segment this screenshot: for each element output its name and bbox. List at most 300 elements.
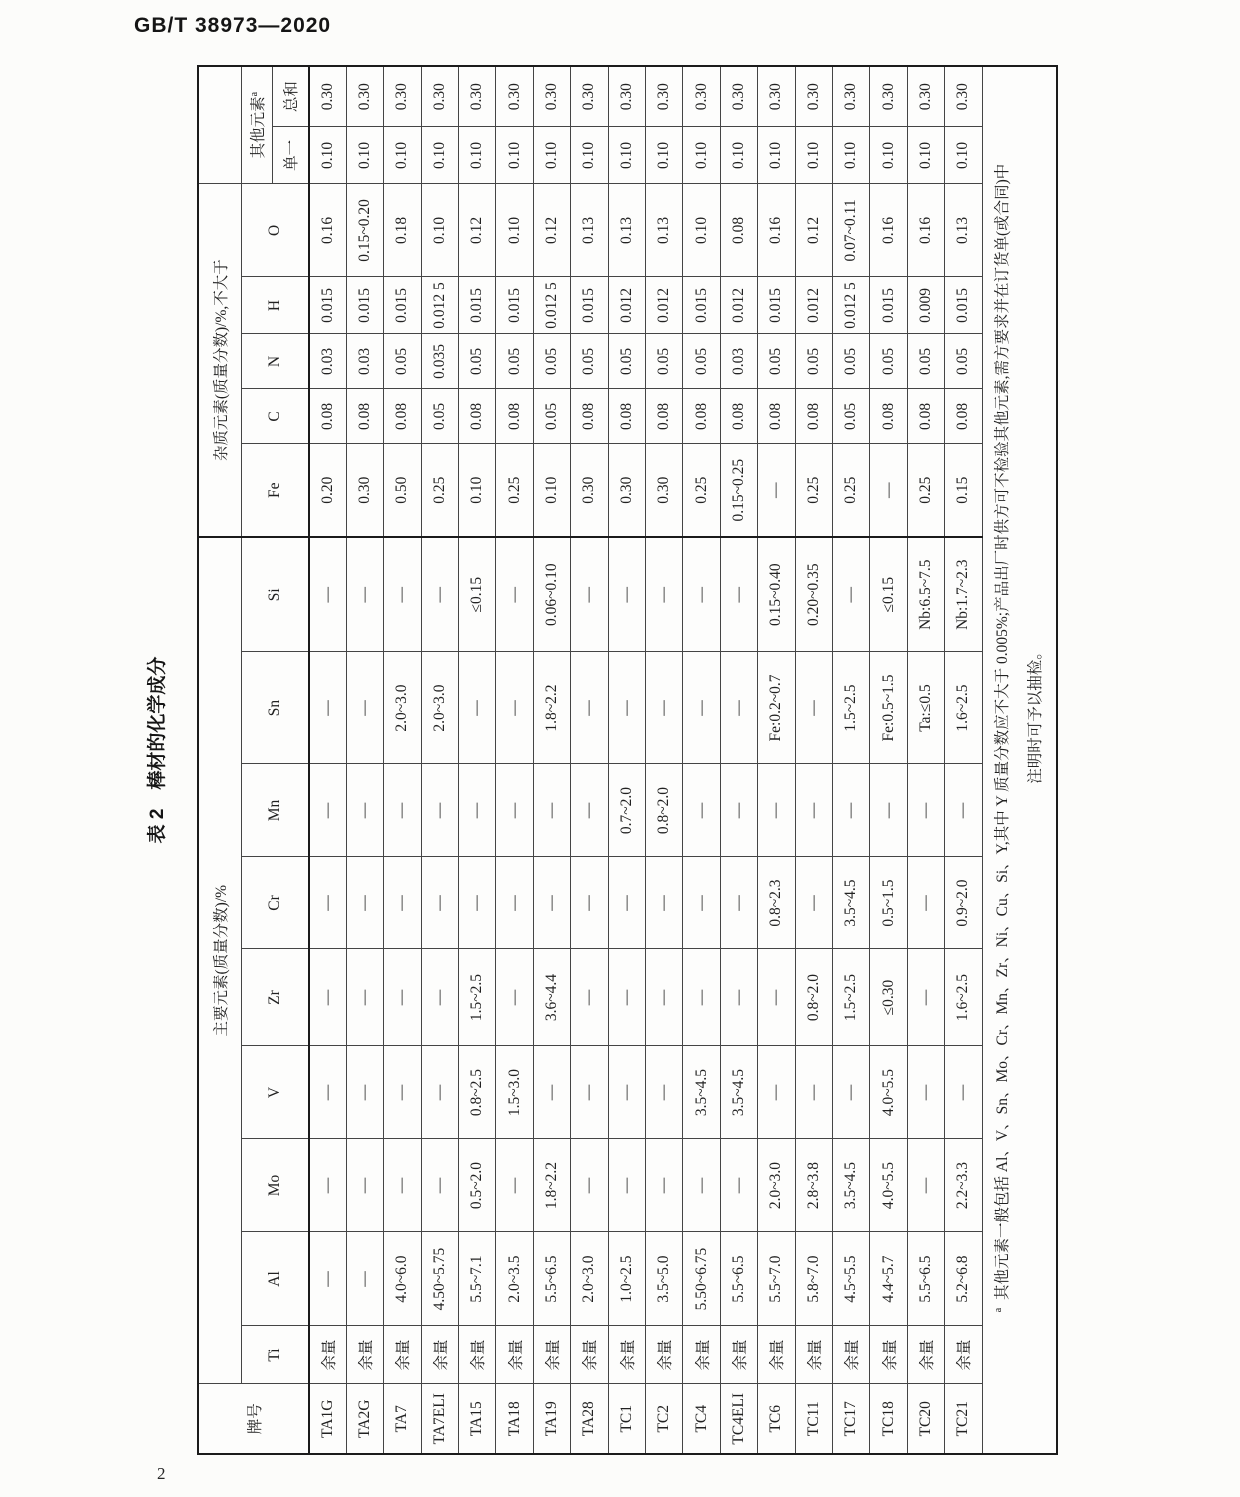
- cell-other-single: 0.10: [571, 127, 608, 184]
- cell-other-total: 0.30: [496, 66, 533, 127]
- cell-grade: TC21: [945, 1384, 982, 1454]
- cell-fe: 0.25: [683, 444, 720, 537]
- header-grade: 牌号: [198, 1384, 309, 1454]
- cell-al: 5.2~6.8: [945, 1232, 982, 1326]
- cell-v: 3.5~4.5: [683, 1046, 720, 1139]
- cell-zr: —: [496, 949, 533, 1046]
- cell-si: ≤0.15: [459, 537, 496, 652]
- cell-o: 0.08: [720, 184, 757, 277]
- cell-grade: TC18: [870, 1384, 907, 1454]
- cell-cr: —: [795, 857, 832, 949]
- cell-grade: TC11: [795, 1384, 832, 1454]
- cell-c: 0.08: [459, 389, 496, 444]
- cell-cr: —: [646, 857, 683, 949]
- cell-sn: 1.6~2.5: [945, 652, 982, 764]
- standard-number: GB/T 38973—2020: [134, 14, 332, 37]
- cell-mn: —: [758, 764, 795, 857]
- cell-al: 2.0~3.5: [496, 1232, 533, 1326]
- cell-al: 4.0~6.0: [384, 1232, 421, 1326]
- header-element-mn: Mn: [241, 764, 309, 857]
- cell-mn: 0.8~2.0: [646, 764, 683, 857]
- cell-sn: —: [459, 652, 496, 764]
- cell-n: 0.03: [346, 334, 383, 389]
- chemical-composition-table: [197, 65, 1058, 1455]
- cell-v: —: [309, 1046, 346, 1139]
- cell-n: 0.05: [870, 334, 907, 389]
- header-group-row: [198, 66, 241, 1454]
- cell-h: 0.015: [945, 277, 982, 334]
- cell-grade: TA28: [571, 1384, 608, 1454]
- table-row: [346, 66, 383, 1454]
- cell-c: 0.08: [346, 389, 383, 444]
- cell-grade: TC6: [758, 1384, 795, 1454]
- cell-c: 0.08: [384, 389, 421, 444]
- cell-v: —: [795, 1046, 832, 1139]
- cell-n: 0.03: [720, 334, 757, 389]
- header-element-o: O: [241, 184, 309, 277]
- cell-al: 5.5~7.0: [758, 1232, 795, 1326]
- cell-mo: —: [496, 1139, 533, 1232]
- cell-zr: —: [646, 949, 683, 1046]
- cell-si: 0.20~0.35: [795, 537, 832, 652]
- cell-sn: —: [720, 652, 757, 764]
- cell-n: 0.05: [646, 334, 683, 389]
- cell-zr: 3.6~4.4: [533, 949, 570, 1046]
- cell-zr: 1.5~2.5: [832, 949, 869, 1046]
- footnote-row: [982, 66, 1057, 1454]
- table-row: [421, 66, 458, 1454]
- cell-cr: 0.5~1.5: [870, 857, 907, 949]
- cell-n: 0.05: [683, 334, 720, 389]
- cell-n: 0.05: [907, 334, 944, 389]
- cell-other-total: 0.30: [384, 66, 421, 127]
- cell-v: —: [384, 1046, 421, 1139]
- cell-c: 0.08: [720, 389, 757, 444]
- cell-si: Nb:1.7~2.3: [945, 537, 982, 652]
- cell-sn: —: [496, 652, 533, 764]
- cell-other-total: 0.30: [795, 66, 832, 127]
- cell-o: 0.15~0.20: [346, 184, 383, 277]
- table-header: [198, 66, 309, 1454]
- cell-mo: 1.8~2.2: [533, 1139, 570, 1232]
- cell-si: 0.06~0.10: [533, 537, 570, 652]
- cell-grade: TC17: [832, 1384, 869, 1454]
- cell-other-single: 0.10: [945, 127, 982, 184]
- cell-ti: 余量: [945, 1326, 982, 1384]
- cell-cr: —: [346, 857, 383, 949]
- cell-v: —: [945, 1046, 982, 1139]
- cell-fe: 0.15~0.25: [720, 444, 757, 537]
- cell-other-single: 0.10: [720, 127, 757, 184]
- cell-ti: 余量: [758, 1326, 795, 1384]
- cell-sn: —: [795, 652, 832, 764]
- cell-n: 0.035: [421, 334, 458, 389]
- header-element-c: C: [241, 389, 309, 444]
- cell-ti: 余量: [720, 1326, 757, 1384]
- cell-mo: —: [683, 1139, 720, 1232]
- cell-h: 0.012: [720, 277, 757, 334]
- cell-sn: —: [346, 652, 383, 764]
- cell-mn: —: [870, 764, 907, 857]
- cell-h: 0.015: [870, 277, 907, 334]
- table-row: [832, 66, 869, 1454]
- cell-fe: 0.30: [608, 444, 645, 537]
- cell-fe: 0.10: [459, 444, 496, 537]
- cell-mo: 2.8~3.8: [795, 1139, 832, 1232]
- cell-other-total: 0.30: [832, 66, 869, 127]
- cell-si: —: [646, 537, 683, 652]
- header-other-elements-group: 其他元素$^a$: [241, 66, 272, 184]
- footnote-line-1: $^a$ 其他元素一般包括 Al、V、Sn、Mo、Cr、Mn、Zr、Ni、Cu、Si、Y,其中 Y 质量分数应不大于 0.005%;产品出厂时供方可不检验其他元素,需方要求并在订货单(或合同)中: [993, 163, 1012, 1313]
- cell-v: —: [608, 1046, 645, 1139]
- cell-sn: Fe:0.5~1.5: [870, 652, 907, 764]
- cell-mn: 0.7~2.0: [608, 764, 645, 857]
- cell-mo: 4.0~5.5: [870, 1139, 907, 1232]
- cell-grade: TA7: [384, 1384, 421, 1454]
- cell-c: 0.08: [646, 389, 683, 444]
- table-footer: [982, 66, 1057, 1454]
- header-impurity-group: 杂质元素(质量分数)/%,不大于: [198, 184, 241, 537]
- empty-header-cell: [198, 66, 241, 184]
- table-row: [758, 66, 795, 1454]
- cell-mn: —: [907, 764, 944, 857]
- cell-o: 0.13: [945, 184, 982, 277]
- cell-ti: 余量: [421, 1326, 458, 1384]
- cell-mo: —: [608, 1139, 645, 1232]
- cell-al: 5.5~6.5: [907, 1232, 944, 1326]
- cell-si: —: [608, 537, 645, 652]
- cell-ti: 余量: [608, 1326, 645, 1384]
- cell-grade: TA1G: [309, 1384, 346, 1454]
- cell-fe: 0.30: [646, 444, 683, 537]
- cell-si: —: [720, 537, 757, 652]
- cell-cr: —: [720, 857, 757, 949]
- cell-h: 0.015: [309, 277, 346, 334]
- cell-h: 0.015: [758, 277, 795, 334]
- cell-c: 0.08: [608, 389, 645, 444]
- cell-other-total: 0.30: [533, 66, 570, 127]
- cell-al: 5.5~6.5: [533, 1232, 570, 1326]
- cell-o: 0.10: [683, 184, 720, 277]
- cell-fe: 0.50: [384, 444, 421, 537]
- cell-v: 4.0~5.5: [870, 1046, 907, 1139]
- cell-other-single: 0.10: [907, 127, 944, 184]
- cell-al: 5.8~7.0: [795, 1232, 832, 1326]
- cell-c: 0.08: [571, 389, 608, 444]
- table-row: [683, 66, 720, 1454]
- cell-grade: TC1: [608, 1384, 645, 1454]
- cell-c: 0.08: [683, 389, 720, 444]
- cell-cr: —: [421, 857, 458, 949]
- table-caption: 表 2 棒材的化学成分: [147, 656, 168, 844]
- cell-other-total: 0.30: [309, 66, 346, 127]
- cell-cr: —: [907, 857, 944, 949]
- cell-sn: —: [608, 652, 645, 764]
- table-row: [646, 66, 683, 1454]
- cell-v: —: [533, 1046, 570, 1139]
- cell-other-total: 0.30: [346, 66, 383, 127]
- cell-n: 0.05: [945, 334, 982, 389]
- cell-zr: —: [608, 949, 645, 1046]
- cell-al: 4.50~5.75: [421, 1232, 458, 1326]
- cell-n: 0.05: [758, 334, 795, 389]
- cell-v: 1.5~3.0: [496, 1046, 533, 1139]
- cell-o: 0.16: [907, 184, 944, 277]
- cell-ti: 余量: [459, 1326, 496, 1384]
- cell-fe: 0.25: [907, 444, 944, 537]
- rotated-table-block: [147, 67, 1057, 1455]
- cell-c: 0.08: [945, 389, 982, 444]
- cell-ti: 余量: [309, 1326, 346, 1384]
- table-row: [795, 66, 832, 1454]
- cell-ti: 余量: [571, 1326, 608, 1384]
- header-total: 总和: [272, 66, 309, 127]
- cell-other-total: 0.30: [421, 66, 458, 127]
- cell-o: 0.13: [646, 184, 683, 277]
- cell-grade: TA2G: [346, 1384, 383, 1454]
- cell-cr: —: [571, 857, 608, 949]
- cell-si: —: [571, 537, 608, 652]
- cell-ti: 余量: [907, 1326, 944, 1384]
- cell-n: 0.03: [309, 334, 346, 389]
- cell-h: 0.015: [346, 277, 383, 334]
- cell-mn: —: [683, 764, 720, 857]
- cell-zr: 1.5~2.5: [459, 949, 496, 1046]
- header-single: 单一: [272, 127, 309, 184]
- cell-fe: 0.25: [421, 444, 458, 537]
- cell-cr: 0.8~2.3: [758, 857, 795, 949]
- cell-sn: —: [683, 652, 720, 764]
- footnote-marker: a: [248, 91, 260, 97]
- cell-v: —: [907, 1046, 944, 1139]
- header-element-si: Si: [241, 537, 309, 652]
- cell-other-total: 0.30: [870, 66, 907, 127]
- cell-other-single: 0.10: [832, 127, 869, 184]
- footnote-marker: a: [993, 1307, 1005, 1313]
- cell-si: 0.15~0.40: [758, 537, 795, 652]
- cell-cr: 3.5~4.5: [832, 857, 869, 949]
- cell-n: 0.05: [459, 334, 496, 389]
- cell-mn: —: [384, 764, 421, 857]
- cell-al: 3.5~5.0: [646, 1232, 683, 1326]
- cell-h: 0.012: [646, 277, 683, 334]
- cell-other-single: 0.10: [870, 127, 907, 184]
- cell-zr: —: [309, 949, 346, 1046]
- cell-zr: —: [758, 949, 795, 1046]
- cell-v: —: [758, 1046, 795, 1139]
- cell-o: 0.12: [459, 184, 496, 277]
- cell-mn: —: [421, 764, 458, 857]
- cell-h: 0.012: [608, 277, 645, 334]
- cell-other-single: 0.10: [646, 127, 683, 184]
- cell-fe: 0.25: [496, 444, 533, 537]
- cell-sn: 1.8~2.2: [533, 652, 570, 764]
- cell-n: 0.05: [384, 334, 421, 389]
- cell-v: —: [571, 1046, 608, 1139]
- cell-n: 0.05: [496, 334, 533, 389]
- header-element-h: H: [241, 277, 309, 334]
- cell-mn: —: [720, 764, 757, 857]
- cell-cr: —: [384, 857, 421, 949]
- cell-mn: —: [571, 764, 608, 857]
- cell-zr: —: [421, 949, 458, 1046]
- cell-other-single: 0.10: [795, 127, 832, 184]
- cell-ti: 余量: [646, 1326, 683, 1384]
- cell-mn: —: [533, 764, 570, 857]
- cell-fe: —: [758, 444, 795, 537]
- cell-ti: 余量: [496, 1326, 533, 1384]
- header-element-fe: Fe: [241, 444, 309, 537]
- cell-h: 0.009: [907, 277, 944, 334]
- cell-c: 0.05: [421, 389, 458, 444]
- cell-v: 3.5~4.5: [720, 1046, 757, 1139]
- cell-fe: 0.10: [533, 444, 570, 537]
- cell-si: Nb:6.5~7.5: [907, 537, 944, 652]
- cell-h: 0.012: [795, 277, 832, 334]
- cell-al: 4.4~5.7: [870, 1232, 907, 1326]
- header-element-al: Al: [241, 1232, 309, 1326]
- cell-mo: —: [571, 1139, 608, 1232]
- cell-al: 2.0~3.0: [571, 1232, 608, 1326]
- cell-other-single: 0.10: [533, 127, 570, 184]
- table-body: [309, 66, 982, 1454]
- header-element-zr: Zr: [241, 949, 309, 1046]
- cell-n: 0.05: [608, 334, 645, 389]
- cell-o: 0.13: [571, 184, 608, 277]
- footnote-cell: [982, 66, 1057, 1454]
- cell-v: 0.8~2.5: [459, 1046, 496, 1139]
- cell-other-total: 0.30: [758, 66, 795, 127]
- cell-c: 0.08: [496, 389, 533, 444]
- cell-mo: —: [720, 1139, 757, 1232]
- cell-ti: 余量: [683, 1326, 720, 1384]
- cell-other-single: 0.10: [309, 127, 346, 184]
- cell-o: 0.16: [870, 184, 907, 277]
- cell-v: —: [646, 1046, 683, 1139]
- cell-grade: TC20: [907, 1384, 944, 1454]
- cell-sn: 2.0~3.0: [384, 652, 421, 764]
- cell-fe: —: [870, 444, 907, 537]
- cell-o: 0.16: [309, 184, 346, 277]
- cell-cr: —: [608, 857, 645, 949]
- cell-h: 0.012 5: [533, 277, 570, 334]
- cell-si: —: [309, 537, 346, 652]
- cell-other-total: 0.30: [571, 66, 608, 127]
- cell-h: 0.015: [496, 277, 533, 334]
- table-row: [496, 66, 533, 1454]
- cell-o: 0.18: [384, 184, 421, 277]
- cell-fe: 0.25: [832, 444, 869, 537]
- cell-c: 0.08: [309, 389, 346, 444]
- cell-al: —: [346, 1232, 383, 1326]
- cell-si: —: [496, 537, 533, 652]
- cell-h: 0.015: [683, 277, 720, 334]
- cell-other-total: 0.30: [720, 66, 757, 127]
- cell-o: 0.12: [795, 184, 832, 277]
- cell-o: 0.07~0.11: [832, 184, 869, 277]
- cell-zr: 1.6~2.5: [945, 949, 982, 1046]
- cell-mo: 3.5~4.5: [832, 1139, 869, 1232]
- cell-ti: 余量: [832, 1326, 869, 1384]
- cell-sn: 2.0~3.0: [421, 652, 458, 764]
- cell-v: —: [832, 1046, 869, 1139]
- table-row: [459, 66, 496, 1454]
- cell-cr: —: [533, 857, 570, 949]
- cell-si: —: [346, 537, 383, 652]
- cell-zr: ≤0.30: [870, 949, 907, 1046]
- cell-ti: 余量: [384, 1326, 421, 1384]
- cell-ti: 余量: [346, 1326, 383, 1384]
- cell-other-total: 0.30: [646, 66, 683, 127]
- cell-h: 0.012 5: [832, 277, 869, 334]
- header-element-ti: Ti: [241, 1326, 309, 1384]
- cell-other-total: 0.30: [683, 66, 720, 127]
- cell-al: 4.5~5.5: [832, 1232, 869, 1326]
- cell-h: 0.015: [459, 277, 496, 334]
- cell-c: 0.08: [795, 389, 832, 444]
- cell-mo: 2.0~3.0: [758, 1139, 795, 1232]
- cell-grade: TA15: [459, 1384, 496, 1454]
- cell-other-total: 0.30: [608, 66, 645, 127]
- cell-zr: —: [346, 949, 383, 1046]
- cell-mo: 2.2~3.3: [945, 1139, 982, 1232]
- cell-mo: —: [907, 1139, 944, 1232]
- cell-sn: Fe:0.2~0.7: [758, 652, 795, 764]
- cell-fe: 0.15: [945, 444, 982, 537]
- cell-h: 0.012 5: [421, 277, 458, 334]
- cell-mn: —: [795, 764, 832, 857]
- header-element-sn: Sn: [241, 652, 309, 764]
- table-row: [870, 66, 907, 1454]
- cell-n: 0.05: [795, 334, 832, 389]
- cell-cr: —: [459, 857, 496, 949]
- cell-ti: 余量: [870, 1326, 907, 1384]
- cell-o: 0.10: [496, 184, 533, 277]
- footnote-line-2: 注明时可予以抽检。: [1027, 644, 1045, 784]
- cell-cr: —: [683, 857, 720, 949]
- cell-other-single: 0.10: [459, 127, 496, 184]
- cell-sn: 1.5~2.5: [832, 652, 869, 764]
- cell-si: —: [421, 537, 458, 652]
- cell-grade: TA18: [496, 1384, 533, 1454]
- cell-n: 0.05: [571, 334, 608, 389]
- cell-other-single: 0.10: [683, 127, 720, 184]
- cell-other-single: 0.10: [421, 127, 458, 184]
- cell-grade: TC2: [646, 1384, 683, 1454]
- cell-mo: —: [646, 1139, 683, 1232]
- table-row: [720, 66, 757, 1454]
- cell-ti: 余量: [795, 1326, 832, 1384]
- cell-other-single: 0.10: [496, 127, 533, 184]
- cell-mn: —: [459, 764, 496, 857]
- cell-o: 0.12: [533, 184, 570, 277]
- cell-grade: TA7ELI: [421, 1384, 458, 1454]
- cell-o: 0.16: [758, 184, 795, 277]
- cell-other-single: 0.10: [384, 127, 421, 184]
- table-row: [907, 66, 944, 1454]
- cell-grade: TA19: [533, 1384, 570, 1454]
- cell-al: 5.50~6.75: [683, 1232, 720, 1326]
- table-row: [945, 66, 982, 1454]
- cell-si: —: [832, 537, 869, 652]
- cell-grade: TC4: [683, 1384, 720, 1454]
- cell-mo: —: [421, 1139, 458, 1232]
- header-element-cr: Cr: [241, 857, 309, 949]
- cell-grade: TC4ELI: [720, 1384, 757, 1454]
- cell-fe: 0.20: [309, 444, 346, 537]
- cell-o: 0.10: [421, 184, 458, 277]
- cell-other-total: 0.30: [459, 66, 496, 127]
